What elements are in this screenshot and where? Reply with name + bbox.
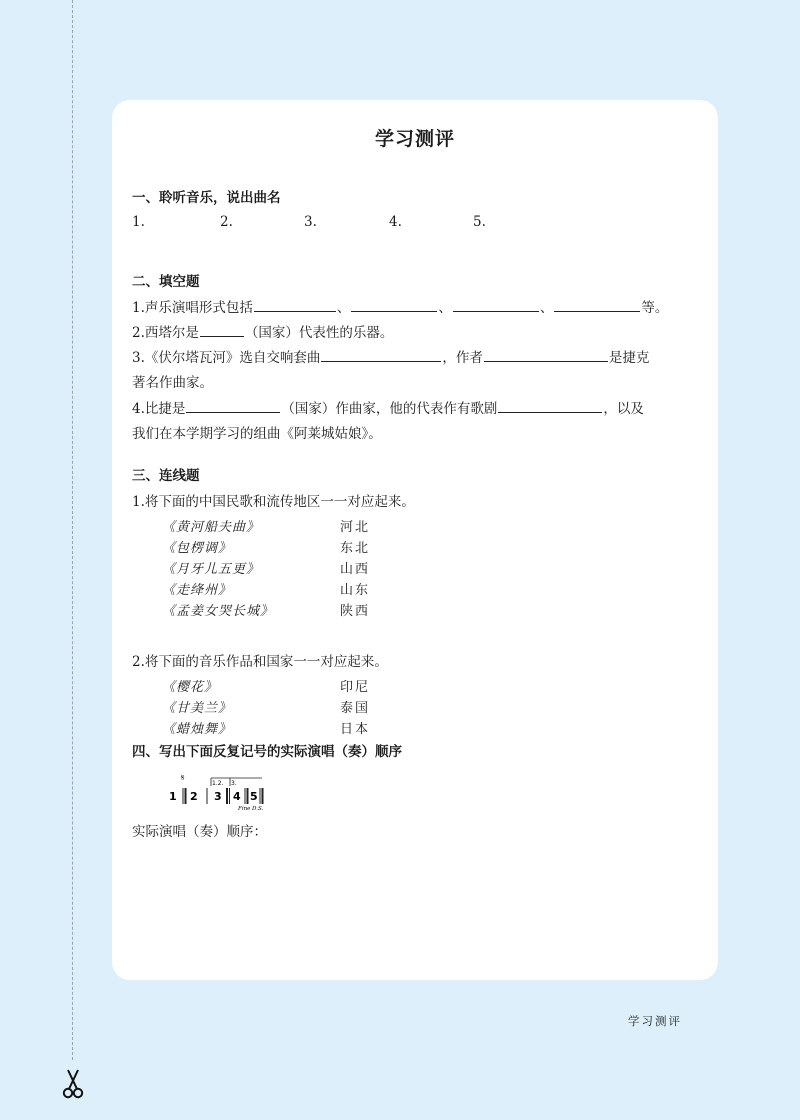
blank[interactable] — [200, 322, 244, 337]
blank[interactable] — [186, 398, 280, 413]
fill-question-4-cont: 我们在本学期学习的组曲《阿莱城姑娘》。 — [132, 426, 382, 442]
ds-mark: D.S. — [252, 806, 264, 812]
volta-1-label: 1.2. — [212, 780, 224, 787]
q4-suffix: ，以及 — [603, 401, 644, 417]
fine-mark: Fine — [238, 806, 251, 812]
country[interactable]: 印尼 — [340, 680, 371, 695]
match-question-1: 1.将下面的中国民歌和流传地区一一对应起来。 — [132, 494, 415, 510]
assessment-card — [112, 100, 718, 980]
folk-song[interactable]: 《月牙儿五更》 — [162, 562, 261, 577]
music-work[interactable]: 《樱花》 — [162, 680, 219, 695]
q4-prefix: 4.比捷是 — [132, 401, 186, 417]
answer-number-2: 2. — [220, 214, 233, 230]
note: 5 — [250, 790, 258, 803]
q4-mid: （国家）作曲家，他的代表作有歌剧 — [281, 401, 498, 417]
segno-mark: 𝄋 — [181, 775, 185, 782]
fill-question-3 — [132, 346, 649, 366]
blank[interactable] — [484, 347, 608, 362]
fill-question-3-cont: 著名作曲家。 — [132, 375, 213, 391]
blank[interactable] — [554, 297, 640, 312]
page-title: 学习测评 — [374, 128, 455, 150]
q2-prefix: 2.西塔尔是 — [132, 325, 199, 341]
folk-song[interactable]: 《孟姜女哭长城》 — [162, 604, 275, 619]
answer-number-3: 3. — [304, 214, 317, 230]
q1-prefix: 1.声乐演唱形式包括 — [132, 300, 253, 316]
note: 2 — [190, 790, 198, 803]
folk-song[interactable]: 《黄河船夫曲》 — [162, 520, 261, 535]
section4-heading: 四、写出下面反复记号的实际演唱（奏）顺序 — [132, 744, 402, 760]
separator: 、 — [336, 300, 351, 316]
folk-song[interactable]: 《走绛州》 — [162, 583, 233, 598]
scissors-icon — [62, 1068, 84, 1104]
answer-number-4: 4. — [389, 214, 402, 230]
answer-number-5: 5. — [473, 214, 486, 230]
note: 3 — [214, 790, 222, 803]
region[interactable]: 山东 — [340, 583, 371, 598]
country[interactable]: 日本 — [340, 722, 371, 737]
music-work[interactable]: 《蜡烛舞》 — [162, 722, 233, 737]
separator: 、 — [539, 300, 554, 316]
match-question-2: 2.将下面的音乐作品和国家一一对应起来。 — [132, 654, 388, 670]
fill-question-1 — [132, 296, 668, 316]
repeat-notation — [164, 775, 294, 813]
page-footer: 学习测评 — [628, 1014, 682, 1028]
q3-suffix: 是捷克 — [608, 350, 650, 366]
q1-suffix: 等。 — [641, 300, 669, 316]
country[interactable]: 泰国 — [340, 701, 371, 716]
blank[interactable] — [453, 297, 539, 312]
folk-song[interactable]: 《包楞调》 — [162, 541, 233, 556]
region[interactable]: 陕西 — [340, 604, 371, 619]
music-work[interactable]: 《甘美兰》 — [162, 701, 233, 716]
answer-number-1: 1. — [132, 214, 145, 230]
separator: 、 — [438, 300, 452, 316]
answer-label: 实际演唱（奏）顺序： — [132, 824, 267, 840]
fill-question-4 — [132, 397, 644, 417]
section2-heading: 二、填空题 — [132, 274, 200, 290]
note: 1 — [169, 790, 177, 803]
region[interactable]: 东北 — [340, 541, 371, 556]
blank[interactable] — [254, 297, 336, 312]
note: 4 — [233, 790, 241, 803]
section3-heading: 三、连线题 — [132, 468, 200, 484]
q2-suffix: （国家）代表性的乐器。 — [244, 325, 394, 341]
blank[interactable] — [351, 297, 437, 312]
region[interactable]: 河北 — [340, 520, 371, 535]
section1-heading: 一、聆听音乐，说出曲名 — [132, 190, 281, 206]
blank[interactable] — [498, 398, 602, 413]
region[interactable]: 山西 — [340, 562, 371, 577]
volta-2-label: 3. — [231, 780, 237, 787]
q3-prefix: 3.《伏尔塔瓦河》选自交响套曲 — [132, 350, 321, 366]
q3-mid: ，作者 — [442, 350, 483, 366]
fill-question-2 — [132, 321, 393, 341]
cut-line — [72, 0, 73, 1060]
blank[interactable] — [321, 347, 441, 362]
